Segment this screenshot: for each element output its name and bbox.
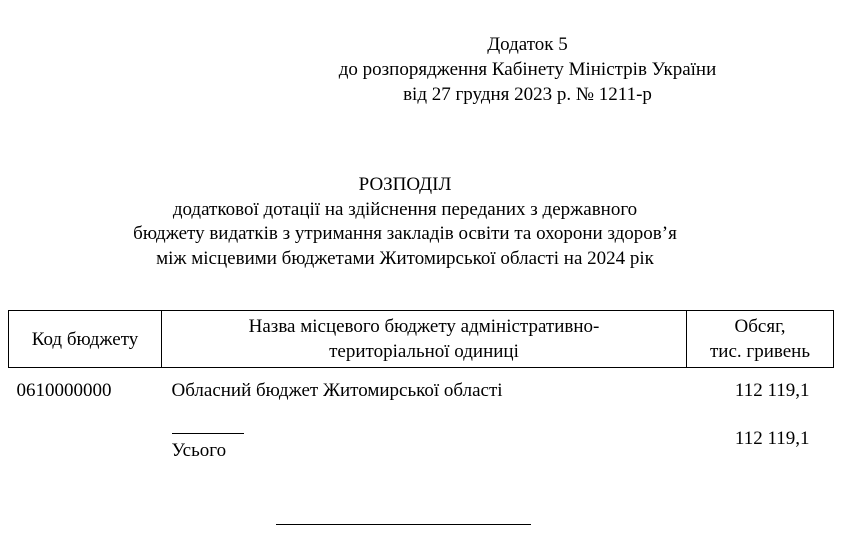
row-name: Обласний бюджет Житомирської області (171, 380, 503, 401)
total-name-cell (162, 424, 687, 462)
title-line-1: додаткової дотації на здійснення переданих з державного (172, 198, 638, 220)
table-row (9, 368, 834, 425)
total-code-empty (9, 424, 162, 462)
appendix-order-date: від 27 грудня 2023 р. № 1211-р (403, 84, 652, 105)
header-volume-line-2: тис. гривень (710, 341, 810, 362)
header-code-label: Код бюджету (31, 328, 139, 350)
row-code: 0610000000 (16, 380, 112, 401)
total-label: Усього (171, 440, 227, 461)
total-row (9, 424, 834, 462)
header-volume (687, 311, 834, 368)
table-header-row (9, 311, 834, 368)
header-volume-line-1: Обсяг, (734, 316, 786, 337)
budget-table (8, 310, 834, 462)
appendix-block (255, 32, 800, 107)
row-volume: 112 119,1 (734, 380, 810, 401)
document-title (0, 173, 810, 271)
title-line-3: між місцевими бюджетами Житомирської області на 2024 рік (156, 247, 654, 269)
header-code (9, 311, 162, 368)
total-separator-line (172, 433, 244, 434)
title-line-2: бюджету видатків з утримання закладів освіти та охорони здоров’я (133, 223, 677, 244)
title-heading: РОЗПОДІЛ (358, 174, 452, 195)
header-name-line-2: територіальної одиниці (329, 341, 519, 362)
end-of-document-line (276, 524, 531, 525)
appendix-number: Додаток 5 (487, 34, 568, 55)
header-name-line-1: Назва місцевого бюджету адміністративно- (248, 316, 600, 337)
header-name (162, 311, 687, 368)
appendix-order-reference: до розпорядження Кабінету Міністрів України (338, 59, 717, 80)
total-volume: 112 119,1 (734, 428, 810, 449)
